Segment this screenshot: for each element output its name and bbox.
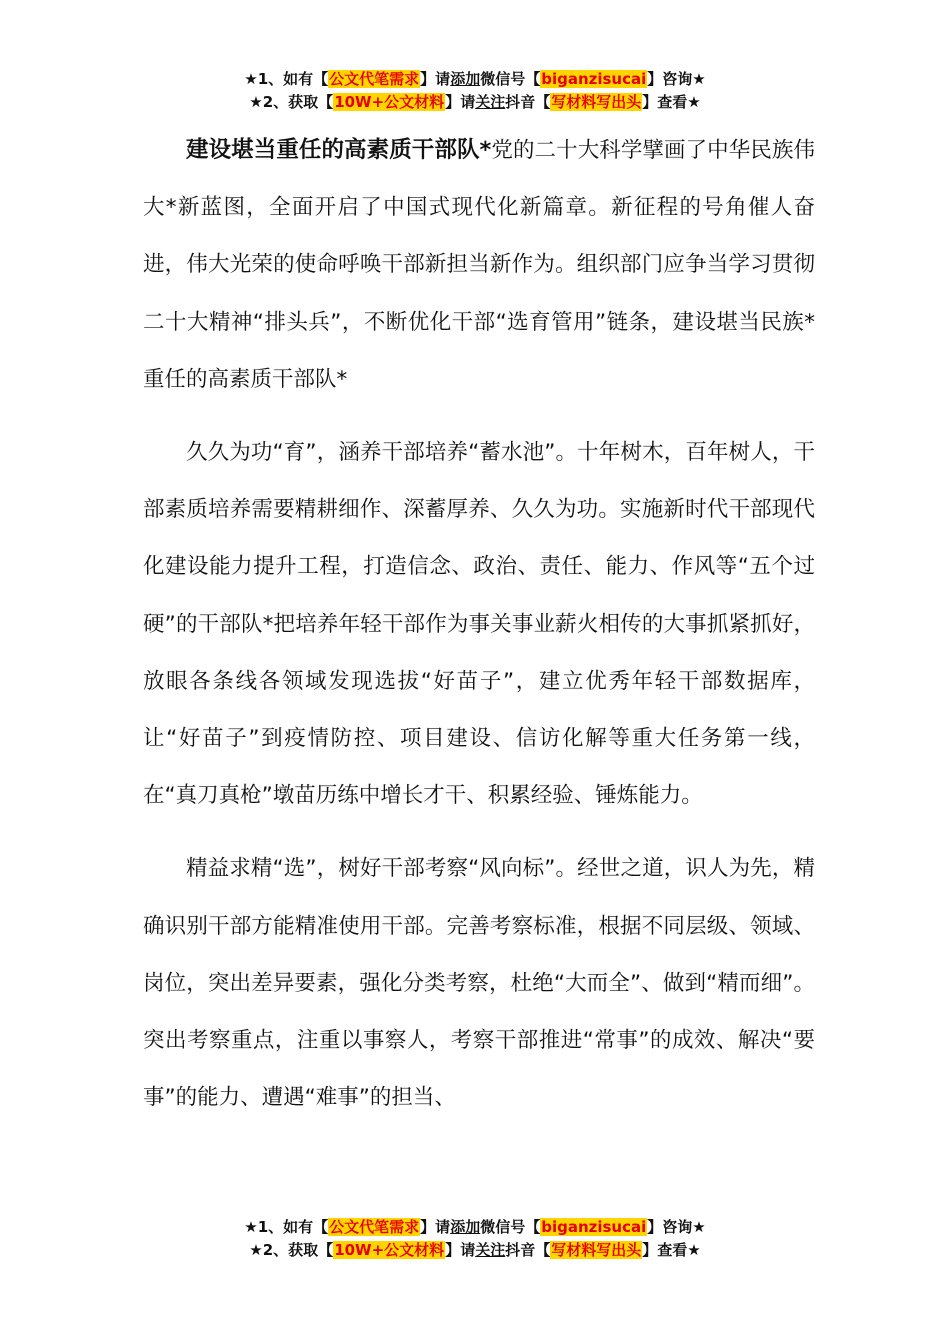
bottom-banner-line-2-highlight-douyin: 写材料写出头 <box>551 1241 642 1259</box>
bottom-banner-line-1 <box>0 1216 950 1239</box>
banner-line-2-highlight-materials: 10W+公文材料 <box>334 93 445 111</box>
banner-line-1-highlight-wechat: biganzisucai <box>541 70 647 88</box>
bottom-banner-line-2-mid-2: 抖音【 <box>505 1241 551 1259</box>
bottom-banner-line-1-mid: 】请 <box>420 1218 451 1236</box>
bottom-banner-line-1-mid-2: 微信号【 <box>480 1218 541 1236</box>
bottom-banner-line-2 <box>0 1239 950 1262</box>
banner-line-2-underline: 关注 <box>475 93 506 111</box>
banner-line-1-highlight-service: 公文代笔需求 <box>329 70 420 88</box>
bottom-banner-line-1-suffix: 】咨询★ <box>647 1218 706 1236</box>
banner-line-2-prefix: ★2、获取【 <box>249 93 334 111</box>
banner-line-1-underline: 添加 <box>450 70 481 88</box>
banner-line-2-suffix: 】查看★ <box>642 93 701 111</box>
paragraph-cultivate: 久久为功“育”，涵养干部培养“蓄水池”。十年树木，百年树人，干部素质培养需要精耕细作、深蓄厚养、久久为功。实施新时代干部现代化建设能力提升工程，打造信念、政治、责任、能力、作风等“五个过硬”的干部队*把培养年轻干部作为事关事业薪火相传的大事抓紧抓好，放眼各条线各领域发现选拔“好苗子”，建立优秀年轻干部数据库，让“好苗子”到疫情防控、项目建设、信访化解等重大任务第一线，在“真刀真枪”墩苗历练中增长才干、积累经验、锤炼能力。 <box>143 440 815 809</box>
bottom-banner <box>0 1216 950 1262</box>
document-title: 建设堪当重任的高素质干部队* <box>186 137 492 163</box>
top-banner <box>0 68 950 114</box>
bottom-banner-line-1-underline: 添加 <box>450 1218 481 1236</box>
banner-line-2-highlight-douyin: 写材料写出头 <box>551 93 642 111</box>
banner-line-2-mid-2: 抖音【 <box>505 93 551 111</box>
banner-line-2-mid: 】请 <box>445 93 476 111</box>
bottom-banner-line-2-prefix: ★2、获取【 <box>249 1241 334 1259</box>
bottom-banner-line-1-highlight-service: 公文代笔需求 <box>329 1218 420 1236</box>
paragraph-intro <box>143 122 815 408</box>
paragraph-1-text: 党的二十大科学擘画了中华民族伟大*新蓝图，全面开启了中国式现代化新篇章。新征程的号角催人奋进，伟大光荣的使命呼唤干部新担当新作为。组织部门应争当学习贯彻二十大精神“排头兵”，不断优化干部“选育管用”链条，建设堪当民族*重任的高素质干部队* <box>143 138 815 392</box>
bottom-banner-line-2-suffix: 】查看★ <box>642 1241 701 1259</box>
bottom-banner-line-1-prefix: ★1、如有【 <box>244 1218 329 1236</box>
bottom-banner-line-1-highlight-wechat: biganzisucai <box>541 1218 647 1236</box>
banner-line-2 <box>0 91 950 114</box>
banner-line-1-mid-2: 微信号【 <box>480 70 541 88</box>
bottom-banner-line-2-underline: 关注 <box>475 1241 506 1259</box>
banner-line-1-mid: 】请 <box>420 70 451 88</box>
paragraph-select: 精益求精“选”，树好干部考察“风向标”。经世之道，识人为先，精确识别干部方能精准使用干部。完善考察标准，根据不同层级、领域、岗位，突出差异要素，强化分类考察，杜绝“大而全”、做到“精而细”。突出考察重点，注重以事察人，考察干部推进“常事”的成效、解决“要事”的能力、遭遇“难事”的担当、 <box>143 856 815 1111</box>
banner-line-1-suffix: 】咨询★ <box>647 70 706 88</box>
bottom-banner-line-2-mid: 】请 <box>445 1241 476 1259</box>
bottom-banner-line-2-highlight-materials: 10W+公文材料 <box>334 1241 445 1259</box>
banner-line-1 <box>0 68 950 91</box>
banner-line-1-prefix: ★1、如有【 <box>244 70 329 88</box>
document-body <box>143 122 815 1126</box>
